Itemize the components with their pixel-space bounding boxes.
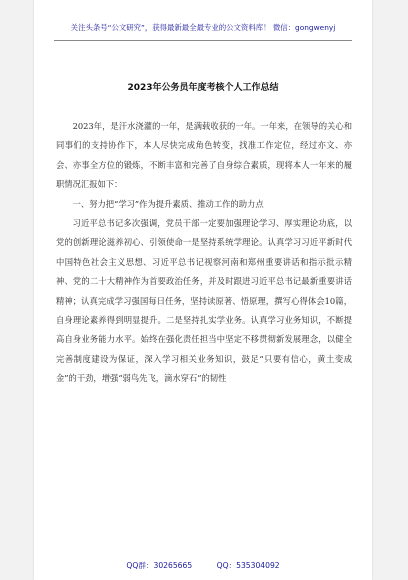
qq-number: QQ：535304092 xyxy=(216,561,280,570)
header-divider xyxy=(54,40,352,41)
header-note: 关注头条号“公文研究”，获得最新最全最专业的公文资料库！ 微信：gongwenyj xyxy=(70,23,336,32)
intro-paragraph: 2023年，是汗水浇灌的一年，是满载收获的一年。一年来，在领导的关心和同事们的支持协作下，本人尽快完成角色转变，找准工作定位，经过亦文、亦会、亦事全方位的锻炼，不断丰富和完善了自身综合素质，现将本人一年来的履职情况汇报如下： xyxy=(56,121,352,190)
document-page xyxy=(34,0,372,580)
section-heading: 一、努力把“学习”作为提升素质、推动工作的助力点 xyxy=(72,198,264,209)
document-title: 2023年公务员年度考核个人工作总结 xyxy=(127,83,279,93)
document-body xyxy=(56,117,352,389)
footer-contact xyxy=(34,560,372,571)
qq-group: QQ群：30265665 xyxy=(126,561,193,570)
body-paragraph: 习近平总书记多次强调，党员干部一定要加强理论学习、厚实理论功底，以党的创新理论滋养初心、引领使命一是坚持系统学理论。认真学习习近平新时代中国特色社会主义思想、习近平总书记视察河南和郑州重要讲话和指示批示精神、党的二十大精神作为首要政治任务，并及时跟进习近平总书记最新重要讲话精神；认真完成学习强国每日任务，坚持读原著、悟原理，撰写心得体会10篇，自身理论素养得到明显提升。二是坚持扎实学业务。认真学习业务知识，不断提高自身业务能力水平。始终在强化责任担当中坚定不移贯彻新发展理念，以健全完善制度建设为保证，深入学习相关业务知识，鼓足“只要有信心，黄土变成金”的干劲，增强“弱鸟先飞，滴水穿石”的韧性 xyxy=(56,218,352,384)
